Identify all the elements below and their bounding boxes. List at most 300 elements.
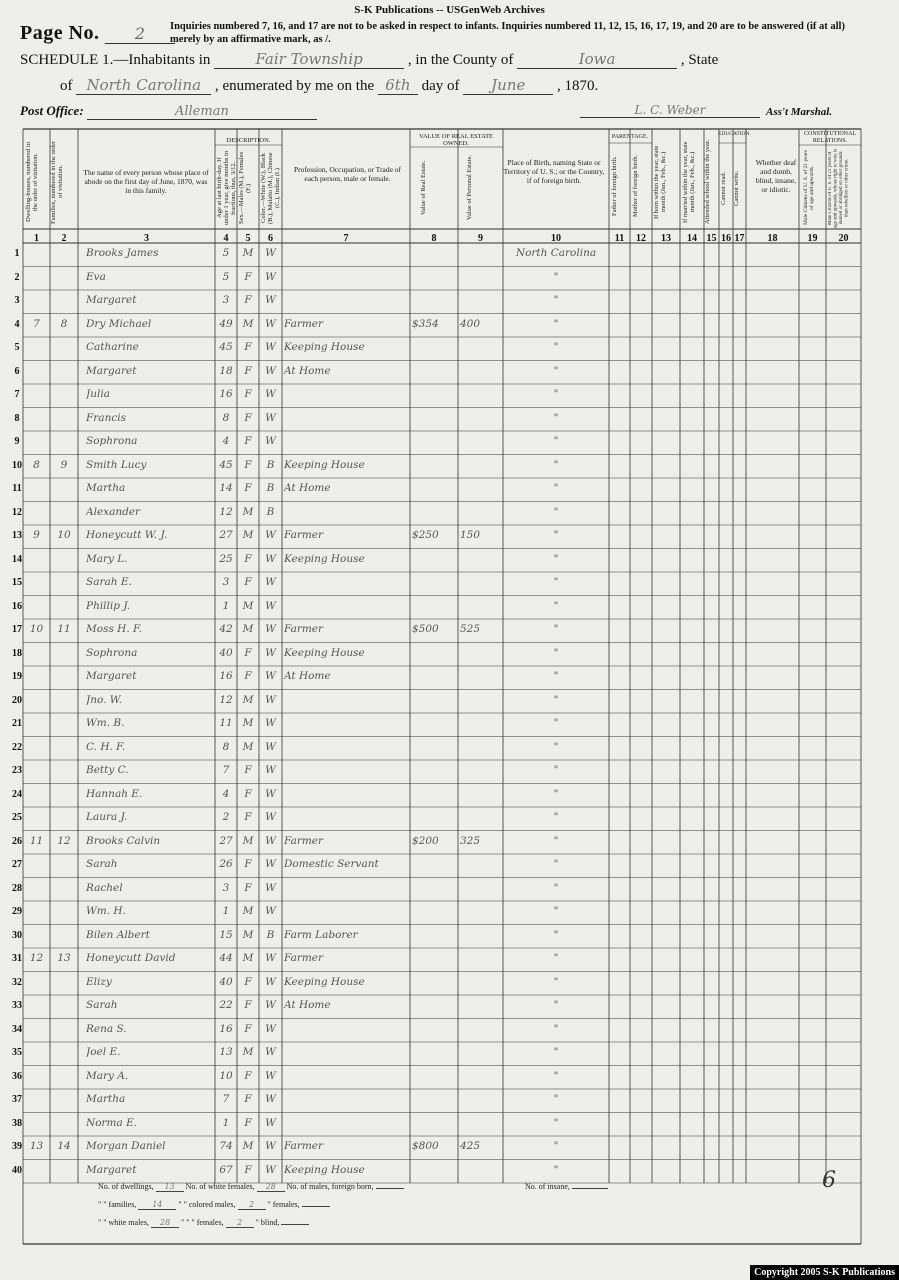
color-cell: W: [265, 552, 276, 565]
insane-block: [525, 1182, 608, 1191]
dwelling-number-cell: 9: [33, 529, 40, 541]
personal-estate-cell: 525: [460, 623, 481, 635]
sex-cell: M: [242, 740, 254, 753]
name-cell: Morgan Daniel: [86, 1140, 166, 1152]
column-number: 18: [767, 233, 778, 244]
color-cell: W: [265, 411, 276, 424]
birthplace-cell: ": [553, 294, 559, 306]
col6-header: Color.—White (W.), Black (B.), Mulatto (M.), Chinese (C.), Indian (I.): [260, 152, 281, 224]
birthplace-cell: ": [553, 1140, 559, 1152]
birthplace-cell: ": [553, 576, 559, 588]
sex-cell: F: [244, 881, 252, 894]
constitutional-header: CONSTITUTIONAL RELATIONS.: [804, 131, 856, 144]
page-number-value: 2: [105, 24, 175, 44]
age-cell: 7: [222, 1093, 230, 1105]
col-females-label: " " " females,: [180, 1218, 224, 1227]
birthplace-cell: ": [553, 834, 559, 847]
name-cell: Margaret: [86, 670, 137, 682]
summary-line-1: [98, 1182, 404, 1192]
name-cell: Mary A.: [86, 1069, 129, 1082]
females-value: [302, 1206, 330, 1207]
description-header: DESCRIPTION.: [226, 137, 271, 144]
sex-cell: F: [244, 388, 252, 400]
post-office-value: Alleman: [87, 104, 317, 120]
personal-estate-cell: 425: [460, 1140, 481, 1152]
name-cell: Sarah: [86, 999, 118, 1011]
marshal-signature: L. C. Weber: [580, 103, 760, 118]
row-number: 3: [14, 295, 20, 306]
occupation-cell: Keeping House: [284, 975, 365, 988]
family-number-cell: 11: [57, 623, 71, 635]
color-cell: W: [265, 834, 276, 847]
color-cell: W: [265, 270, 276, 283]
county-label: , in the County of: [407, 52, 514, 68]
sex-cell: M: [242, 834, 254, 847]
occupation-cell: At Home: [284, 482, 331, 494]
occupation-cell: Farmer: [284, 952, 324, 964]
row-number: 34: [12, 1023, 22, 1035]
birthplace-cell: ": [553, 388, 559, 400]
dwelling-number-cell: 11: [29, 834, 44, 847]
sex-cell: M: [242, 599, 254, 612]
color-cell: W: [265, 294, 276, 306]
sex-cell: F: [244, 764, 252, 776]
row-number: 14: [12, 553, 22, 565]
summary-line-3: [98, 1218, 309, 1228]
birthplace-cell: ": [553, 717, 559, 729]
col5-header: Sex.—Males (M.), Females (F.): [238, 151, 252, 225]
color-cell: W: [265, 1022, 276, 1035]
color-cell: W: [265, 787, 276, 800]
col4-header: Age at last birth-day. If under 1 year, give months in fractions, thus, 3/12.: [216, 150, 237, 226]
color-cell: W: [265, 1046, 276, 1058]
real-estate-cell: $500: [412, 623, 439, 635]
enumerated-label: , enumerated by me on the: [215, 78, 375, 94]
col9-header: Value of Personal Estate.: [466, 155, 473, 221]
color-cell: W: [265, 435, 276, 447]
birthplace-cell: ": [553, 458, 559, 471]
col15-header: Attended school within the year.: [704, 139, 711, 225]
families-label: " " families,: [98, 1200, 137, 1209]
age-cell: 12: [219, 505, 233, 518]
color-cell: W: [265, 1069, 276, 1082]
sex-cell: F: [244, 858, 252, 870]
row-number: 19: [12, 671, 22, 682]
occupation-cell: Farmer: [284, 1140, 324, 1152]
row-number: 10: [12, 459, 22, 471]
of-label: of: [60, 78, 73, 94]
column-number: 6: [268, 233, 273, 244]
sex-cell: F: [244, 1093, 252, 1105]
name-cell: Rena S.: [86, 1022, 127, 1035]
row-number: 39: [12, 1141, 22, 1152]
color-cell: W: [265, 576, 276, 588]
column-number: 5: [245, 233, 251, 244]
row-number: 4: [14, 318, 20, 330]
col12-header: Mother of foreign birth.: [632, 154, 639, 218]
sex-cell: F: [244, 1163, 252, 1176]
birthplace-cell: ": [553, 364, 559, 377]
occupation-cell: At Home: [284, 364, 331, 377]
color-cell: W: [265, 693, 276, 706]
name-cell: Dry Michael: [86, 317, 152, 330]
birthplace-cell: ": [553, 646, 559, 659]
age-cell: 8: [222, 411, 230, 424]
birthplace-cell: ": [553, 787, 559, 800]
name-cell: Catharine: [86, 341, 139, 353]
birthplace-cell: ": [553, 811, 559, 823]
color-cell: W: [265, 764, 276, 776]
row-number: 26: [12, 835, 22, 847]
row-number: 11: [12, 483, 22, 494]
foreign-born-label: No. of males, foreign born,: [286, 1182, 374, 1191]
row-number: 17: [12, 624, 22, 635]
row-number: 30: [12, 929, 22, 941]
column-number: 3: [144, 233, 149, 244]
birthplace-cell: ": [553, 670, 559, 682]
birthplace-cell: ": [553, 505, 559, 518]
birthplace-cell: ": [553, 411, 559, 424]
colored-males-label: " " colored males,: [178, 1200, 236, 1209]
birthplace-cell: ": [553, 740, 559, 753]
color-cell: W: [265, 341, 276, 353]
family-number-cell: 10: [57, 529, 71, 541]
row-number: 15: [12, 577, 22, 588]
occupation-cell: At Home: [284, 670, 331, 682]
row-number: 7: [14, 389, 20, 400]
instructions-text: Inquiries numbered 7, 16, and 17 are not to be asked in respect to infants. Inquiries numbered 11, 12, 15, 16, 17, 19, and 20 are to be answered (if at all) merely by an affirmative mark, as /.: [170, 21, 845, 45]
marshal-label: Ass't Marshal.: [766, 106, 833, 118]
birthplace-cell: ": [553, 482, 559, 494]
row-number: 32: [12, 976, 22, 988]
personal-estate-cell: 400: [460, 317, 481, 330]
age-cell: 3: [222, 576, 230, 588]
name-cell: Wm. H.: [86, 905, 126, 917]
age-cell: 40: [219, 646, 233, 659]
color-cell: W: [265, 1116, 276, 1129]
family-number-cell: 12: [57, 834, 71, 847]
age-cell: 44: [219, 952, 233, 964]
family-number-cell: 14: [57, 1140, 71, 1152]
name-cell: Hannah E.: [86, 787, 143, 800]
sex-cell: F: [244, 1022, 252, 1035]
name-cell: Smith Lucy: [86, 458, 147, 471]
column-number: 19: [807, 233, 818, 244]
name-cell: Mary L.: [86, 552, 128, 565]
name-cell: Sophrona: [86, 435, 138, 447]
col8-header: Value of Real Estate.: [420, 160, 427, 216]
dwelling-number-cell: 10: [29, 623, 44, 635]
col17-header: Cannot write.: [733, 170, 740, 206]
row-number: 6: [14, 365, 20, 377]
sex-cell: F: [244, 670, 252, 682]
dwellings-value: 13: [156, 1182, 184, 1192]
age-cell: 18: [219, 364, 233, 377]
white-females-value: 28: [257, 1182, 285, 1192]
age-cell: 12: [219, 693, 233, 706]
name-cell: Phillip J.: [86, 599, 131, 612]
state-label: , State: [680, 52, 719, 68]
age-cell: 4: [222, 435, 230, 447]
sex-cell: F: [244, 576, 252, 588]
age-cell: 3: [222, 294, 230, 306]
name-cell: Margaret: [86, 364, 137, 377]
row-number: 38: [12, 1117, 22, 1129]
color-cell: W: [265, 670, 276, 682]
real-estate-cell: $200: [412, 834, 439, 847]
color-cell: W: [265, 1140, 276, 1152]
sex-cell: M: [242, 1140, 254, 1152]
publisher-header: S-K Publications -- USGenWeb Archives: [354, 4, 545, 16]
birthplace-cell: ": [553, 1093, 559, 1105]
summary-line-2: [98, 1200, 330, 1210]
row-number: 8: [14, 412, 20, 424]
blind-value: [281, 1224, 309, 1225]
birthplace-cell: ": [553, 529, 559, 541]
age-cell: 15: [219, 928, 233, 941]
age-cell: 25: [219, 552, 233, 565]
name-cell: Honeycutt David: [86, 952, 176, 964]
sex-cell: F: [244, 341, 252, 353]
birthplace-cell: North Carolina: [515, 247, 597, 259]
white-males-label: " " white males,: [98, 1218, 149, 1227]
foreign-born-value: [376, 1188, 404, 1189]
real-estate-cell: $800: [412, 1140, 439, 1152]
col14-header: If married within the year, state month (Jan., Feb., &c.): [682, 141, 696, 223]
name-cell: Rachel: [86, 881, 123, 894]
birthplace-cell: ": [553, 1163, 559, 1176]
sex-cell: F: [244, 999, 252, 1011]
color-cell: W: [265, 623, 276, 635]
color-cell: W: [265, 740, 276, 753]
color-cell: W: [265, 646, 276, 659]
parentage-header: PARENTAGE.: [611, 134, 649, 140]
color-cell: B: [266, 482, 275, 494]
age-cell: 22: [219, 999, 233, 1011]
row-number: 27: [12, 859, 22, 870]
name-cell: Honeycutt W. J.: [86, 529, 168, 541]
row-number: 21: [12, 718, 22, 729]
birthplace-cell: ": [553, 928, 559, 941]
dwelling-number-cell: 7: [33, 317, 40, 330]
post-office-label: Post Office:: [20, 103, 84, 118]
occupation-cell: Keeping House: [284, 341, 365, 353]
row-number: 13: [12, 530, 22, 541]
row-number: 16: [12, 600, 22, 612]
sex-cell: F: [244, 811, 252, 823]
real-estate-cell: $250: [412, 529, 439, 541]
year-label: , 1870.: [557, 78, 599, 94]
corner-mark: 6: [822, 1168, 836, 1193]
name-cell: Wm. B.: [86, 717, 125, 729]
sex-cell: F: [244, 1069, 252, 1082]
row-number: 28: [12, 882, 22, 894]
birthplace-cell: ": [553, 881, 559, 894]
month-value: June: [463, 76, 553, 95]
col18-header: Whether deaf and dumb, blind, insane, or idiotic.: [755, 158, 797, 194]
age-cell: 1: [222, 1116, 230, 1129]
personal-estate-cell: 325: [460, 834, 481, 847]
col13-header: If born within the year, state month (Jan., Feb., &c.): [653, 145, 667, 219]
sex-cell: F: [244, 270, 252, 283]
dwelling-number-cell: 8: [33, 458, 40, 471]
age-cell: 11: [219, 717, 233, 729]
color-cell: W: [265, 1163, 276, 1176]
age-cell: 26: [219, 858, 233, 870]
birthplace-cell: ": [553, 1116, 559, 1129]
age-cell: 14: [219, 482, 233, 494]
sex-cell: F: [244, 364, 252, 377]
day-value: 6th: [378, 76, 418, 95]
row-number: 31: [12, 953, 22, 964]
column-number: 17: [734, 233, 745, 244]
color-cell: W: [265, 905, 276, 917]
color-cell: W: [265, 364, 276, 377]
col19-header: Male Citizens of U. S. of 21 years of age and upwards.: [803, 150, 815, 226]
row-number: 1: [14, 248, 20, 259]
row-number: 12: [12, 506, 22, 518]
birthplace-cell: ": [553, 435, 559, 447]
color-cell: W: [265, 1093, 276, 1105]
personal-estate-cell: 150: [460, 529, 481, 541]
row-number: 2: [14, 271, 20, 283]
name-cell: Martha: [86, 482, 126, 494]
column-number: 2: [61, 233, 67, 244]
sex-cell: M: [242, 905, 254, 917]
age-cell: 16: [219, 670, 233, 682]
females-label: " females,: [267, 1200, 300, 1209]
name-cell: Margaret: [86, 294, 137, 306]
column-number: 8: [431, 233, 437, 244]
column-number: 15: [706, 233, 717, 244]
age-cell: 5: [222, 247, 230, 259]
column-number: 12: [636, 233, 646, 244]
col2-header: Families, numbered in the order of visitation.: [50, 140, 64, 224]
township-value: Fair Township: [214, 50, 404, 69]
age-cell: 8: [222, 740, 230, 753]
birthplace-cell: ": [553, 599, 559, 612]
age-cell: 1: [222, 905, 230, 917]
column-number: 11: [614, 233, 625, 244]
row-number: 22: [12, 741, 22, 753]
col16-header: Cannot read.: [720, 171, 727, 205]
family-number-cell: 13: [57, 952, 71, 964]
age-cell: 40: [219, 975, 233, 988]
occupation-cell: Keeping House: [284, 646, 365, 659]
white-males-value: 28: [151, 1218, 179, 1228]
birthplace-cell: ": [553, 975, 559, 988]
row-number: 37: [12, 1094, 22, 1105]
col3-header: The name of every person whose place of abode on the first day of June, 1870, was in this family.: [83, 168, 209, 195]
name-cell: Norma E.: [86, 1116, 138, 1129]
row-number: 9: [14, 436, 20, 447]
name-cell: Joel E.: [86, 1046, 121, 1058]
col20-header: Male Citizens of U. S. of 21 years of age and upwards, whose right to vote is denied or abridged on other grounds than rebellion or other crime.: [828, 148, 850, 228]
occupation-cell: Farmer: [284, 317, 324, 330]
sex-cell: M: [242, 529, 254, 541]
sex-cell: F: [244, 482, 252, 494]
birthplace-cell: ": [553, 764, 559, 776]
occupation-cell: Farmer: [284, 529, 324, 541]
name-cell: C. H. F.: [86, 740, 126, 753]
row-number: 40: [12, 1164, 22, 1176]
color-cell: W: [265, 388, 276, 400]
col11-header: Father of foreign birth.: [611, 156, 618, 216]
row-number: 18: [12, 647, 22, 659]
column-number: 16: [721, 233, 731, 244]
birthplace-cell: ": [553, 270, 559, 283]
row-number: 33: [12, 1000, 22, 1011]
name-cell: Elizy: [86, 975, 112, 988]
age-cell: 16: [219, 388, 233, 400]
color-cell: B: [266, 505, 275, 518]
age-cell: 1: [222, 599, 230, 612]
age-cell: 45: [219, 458, 233, 471]
col-females-value: 2: [226, 1218, 254, 1228]
age-cell: 16: [219, 1022, 233, 1035]
color-cell: W: [265, 952, 276, 964]
age-cell: 3: [222, 881, 230, 894]
color-cell: W: [265, 599, 276, 612]
sex-cell: M: [242, 317, 254, 330]
name-cell: Betty C.: [86, 764, 129, 776]
row-number: 29: [12, 906, 22, 917]
county-value: Iowa: [517, 50, 677, 69]
age-cell: 10: [219, 1069, 233, 1082]
page-number-label: Page No.: [20, 22, 100, 44]
birthplace-cell: ": [553, 317, 559, 330]
age-cell: 7: [222, 764, 230, 776]
name-cell: Martha: [86, 1093, 126, 1105]
color-cell: W: [265, 858, 276, 870]
name-cell: Eva: [86, 270, 106, 283]
age-cell: 5: [222, 270, 230, 283]
real-estate-header: VALUE OF REAL ESTATE OWNED.: [418, 133, 494, 147]
name-cell: Margaret: [86, 1163, 137, 1176]
name-cell: Julia: [86, 388, 110, 400]
name-cell: Moss H. F.: [86, 623, 143, 635]
color-cell: W: [265, 247, 276, 259]
col7-header: Profession, Occupation, or Trade of each person, male or female.: [293, 165, 402, 183]
occupation-cell: Keeping House: [284, 1163, 365, 1176]
column-number: 20: [838, 233, 849, 244]
age-cell: 4: [222, 787, 230, 800]
col1-header: Dwelling-houses, numbered in the order of visitation.: [25, 142, 39, 222]
sex-cell: F: [244, 975, 252, 988]
name-cell: Brooks Calvin: [86, 834, 161, 847]
day-of-label: day of: [421, 78, 460, 94]
occupation-cell: Domestic Servant: [284, 858, 379, 870]
birthplace-cell: ": [553, 341, 559, 353]
col10-header: Place of Birth, naming State or Territory of U. S.; or the Country, if of foreign birth.: [503, 158, 605, 185]
sex-cell: F: [244, 646, 252, 659]
sex-cell: M: [242, 247, 254, 259]
row-number: 35: [12, 1047, 22, 1058]
sex-cell: F: [244, 552, 252, 565]
row-number: 36: [12, 1070, 22, 1082]
white-females-label: No. of white females,: [185, 1182, 255, 1191]
name-cell: Brooks James: [86, 247, 159, 259]
state-value: North Carolina: [76, 76, 211, 95]
sex-cell: M: [242, 623, 254, 635]
blind-label: " blind,: [255, 1218, 280, 1227]
birthplace-cell: ": [553, 693, 559, 706]
dwelling-number-cell: 12: [29, 952, 44, 964]
birthplace-cell: ": [553, 858, 559, 870]
name-cell: Laura J.: [86, 811, 128, 823]
birthplace-cell: ": [553, 952, 559, 964]
column-number: 7: [343, 233, 349, 244]
